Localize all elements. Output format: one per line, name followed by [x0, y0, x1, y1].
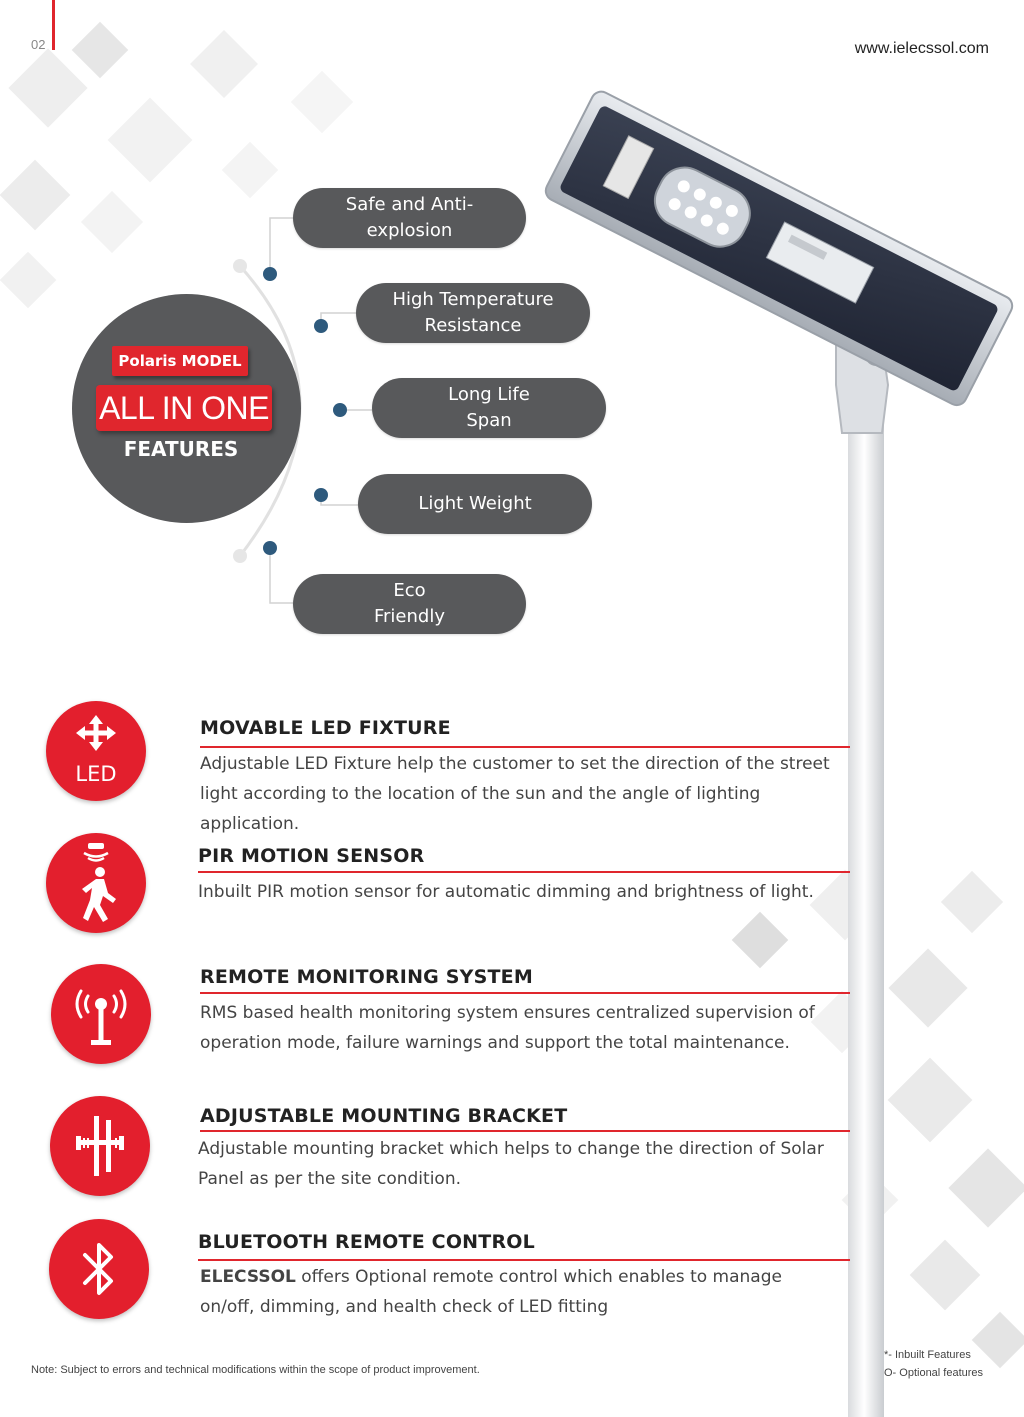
- feature-title: ADJUSTABLE MOUNTING BRACKET: [200, 1105, 568, 1127]
- legend-inbuilt: *- Inbuilt Features: [884, 1349, 971, 1361]
- feature-description: [200, 1262, 840, 1322]
- connector-dot: [314, 488, 328, 502]
- motion-sensor-icon: [46, 833, 146, 933]
- pill-light-weight: [358, 474, 592, 534]
- feature-description: Adjustable LED Fixture help the customer to set the direction of the street light according to the location of the sun and the angle of lighting application.: [200, 754, 830, 834]
- pill-safe-anti-explosion: [293, 188, 526, 248]
- led-icon-text: LED: [75, 762, 117, 786]
- brand-name: ELECSSOL: [200, 1267, 296, 1287]
- footer-note: Note: Subject to errors and technical modifications within the scope of product improvement.: [31, 1364, 480, 1376]
- feature-title-rule: [200, 746, 850, 748]
- bracket-icon: [50, 1096, 150, 1196]
- pill-long-life-span: [372, 378, 606, 438]
- page-number: 02: [31, 37, 46, 52]
- pill-label: High Temperature Resistance: [392, 289, 554, 336]
- all-in-one-banner: ALL IN ONE: [96, 385, 272, 431]
- feature-title-rule: [198, 1259, 850, 1261]
- website-url[interactable]: www.ielecssol.com: [854, 40, 989, 57]
- pill-high-temperature: [356, 283, 590, 343]
- move-led-icon: [46, 701, 146, 801]
- feature-description: Inbuilt PIR motion sensor for automatic dimming and brightness of light.: [198, 882, 814, 902]
- feature-title: PIR MOTION SENSOR: [198, 845, 425, 867]
- pill-eco-friendly: [293, 574, 526, 634]
- connector-dot: [314, 319, 328, 333]
- pill-label: Eco Friendly: [373, 580, 445, 627]
- features-label: FEATURES: [123, 437, 239, 461]
- pill-label: Light Weight: [418, 493, 532, 514]
- feature-description-text: offers Optional remote control which enables to manage on/off, dimming, and health check of LED fitting: [200, 1267, 782, 1317]
- bluetooth-icon: [49, 1219, 149, 1319]
- feature-description: RMS based health monitoring system ensures centralized supervision of operation mode, failure warnings and support the total maintenance.: [200, 1003, 815, 1053]
- pill-label: Long Life Span: [448, 384, 530, 431]
- pill-label: Safe and Anti-explosion: [345, 194, 474, 241]
- feature-title: BLUETOOTH REMOTE CONTROL: [198, 1231, 535, 1253]
- features-legend: [884, 1346, 983, 1382]
- connector-dot: [333, 403, 347, 417]
- feature-description: Adjustable mounting bracket which helps to change the direction of Solar Panel as per the site condition.: [198, 1139, 824, 1189]
- feature-title-rule: [198, 871, 850, 873]
- connector-dot: [263, 267, 277, 281]
- legend-optional: O- Optional features: [884, 1367, 984, 1379]
- feature-title-rule: [200, 1130, 850, 1132]
- feature-title: MOVABLE LED FIXTURE: [200, 717, 451, 739]
- feature-title: REMOTE MONITORING SYSTEM: [200, 966, 533, 988]
- antenna-icon: [51, 964, 151, 1064]
- model-badge: Polaris MODEL: [112, 346, 248, 376]
- connector-dot: [263, 541, 277, 555]
- feature-title-rule: [200, 992, 850, 994]
